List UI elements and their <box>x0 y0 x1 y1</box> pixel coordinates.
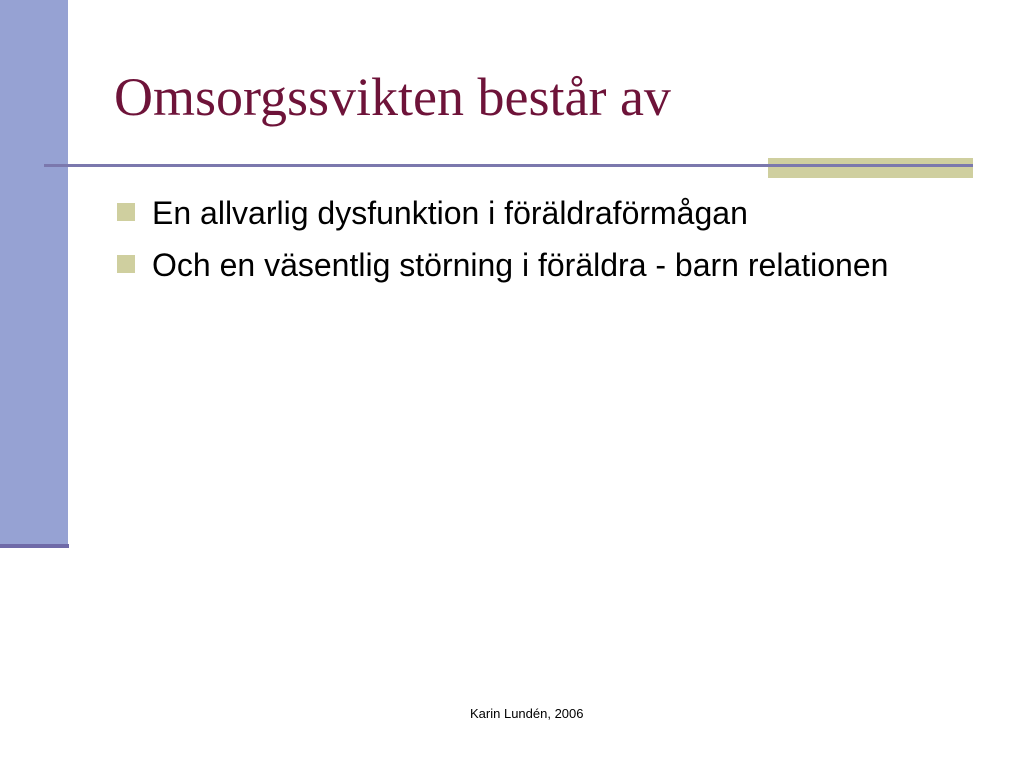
bullet-list <box>114 190 914 294</box>
bullet-item <box>114 190 914 236</box>
bullet-item <box>114 242 914 288</box>
side-bar-edge-line <box>0 544 69 548</box>
bullet-text: Och en väsentlig störning i föräldra - barn relationen <box>152 247 889 283</box>
slide-title: Omsorgssvikten består av <box>114 67 671 127</box>
square-bullet-icon <box>117 255 135 273</box>
square-bullet-icon <box>117 203 135 221</box>
slide-footer: Karin Lundén, 2006 <box>470 706 584 721</box>
bullet-text: En allvarlig dysfunktion i föräldraförmågan <box>152 195 748 231</box>
accent-bar-line <box>768 164 973 167</box>
divider-accent-bar <box>768 158 973 178</box>
decorative-side-bar <box>0 0 68 545</box>
